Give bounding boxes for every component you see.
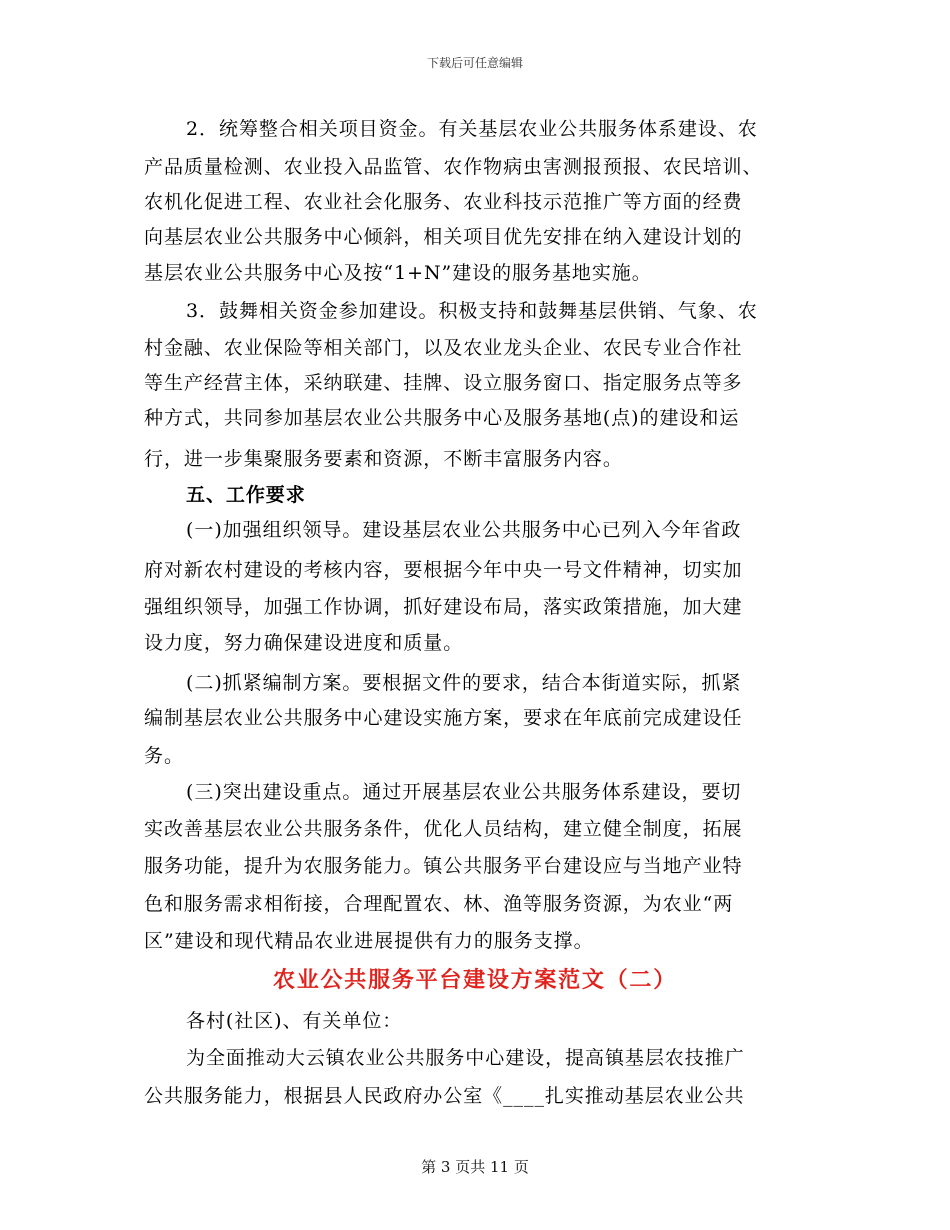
paragraph-line: 强组织领导，加强工作协调，抓好建设布局，落实政策措施，加大建 <box>144 596 743 618</box>
paragraph-line: 2．统筹整合相关项目资金。有关基层农业公共服务体系建设、农 <box>186 118 758 140</box>
paragraph-line: 基层农业公共服务中心及按“1+N”建设的服务基地实施。 <box>144 262 652 284</box>
paragraph-line: (三)突出建设重点。通过开展基层农业公共服务体系建设，要切 <box>186 781 742 803</box>
paragraph-line: 行，进一步集聚服务要素和资源，不断丰富服务内容。 <box>144 448 623 470</box>
paragraph-line: 产品质量检测、农业投入品监管、农作物病虫害测报预报、农民培训、 <box>144 156 763 178</box>
page-number: 第 3 页共 11 页 <box>421 1158 529 1176</box>
paragraph-line: 种方式，共同参加基层农业公共服务中心及服务基地(点)的建设和运 <box>144 407 740 429</box>
section-heading: 五、工作要求 <box>186 484 306 506</box>
paragraph-line: 农机化促进工程、农业社会化服务、农业科技示范推广等方面的经费 <box>144 191 743 213</box>
page-header-note: 下载后可任意编辑 <box>426 56 523 70</box>
section-title: 农业公共服务平台建设方案范文（二） <box>273 968 677 993</box>
paragraph-line: (二)抓紧编制方案。要根据文件的要求，结合本街道实际，抓紧 <box>186 672 742 694</box>
paragraph-line: 公共服务能力，根据县人民政府办公室《____扎实推动基层农业公共 <box>144 1085 745 1107</box>
paragraph-line: 色和服务需求相衔接，合理配置农、林、渔等服务资源，为农业“两 <box>144 893 734 915</box>
paragraph-line: 等生产经营主体，采纳联建、挂牌、设立服务窗口、指定服务点等多 <box>144 372 743 394</box>
paragraph-line: 为全面推动大云镇农业公共服务中心建设，提高镇基层农技推广 <box>186 1047 745 1069</box>
paragraph-line: 务。 <box>144 745 184 767</box>
paragraph-line: 3．鼓舞相关资金参加建设。积极支持和鼓舞基层供销、气象、农 <box>186 300 758 322</box>
salutation-line: 各村(社区)、有关单位： <box>186 1010 403 1032</box>
paragraph-line: 编制基层农业公共服务中心建设实施方案，要求在年底前完成建设任 <box>144 707 743 729</box>
paragraph-line: 实改善基层农业公共服务条件，优化人员结构，建立健全制度，拓展 <box>144 818 743 840</box>
paragraph-line: 村金融、农业保险等相关部门，以及农业龙头企业、农民专业合作社 <box>144 337 743 359</box>
paragraph-line: 府对新农村建设的考核内容，要根据今年中央一号文件精神，切实加 <box>144 559 743 581</box>
paragraph-line: 设力度，努力确保建设进度和质量。 <box>144 632 464 654</box>
paragraph-line: 区”建设和现代精品农业进展提供有力的服务支撑。 <box>144 930 594 952</box>
paragraph-line: 向基层农业公共服务中心倾斜，相关项目优先安排在纳入建设计划的 <box>144 226 743 248</box>
paragraph-line: 服务功能，提升为农服务能力。镇公共服务平台建设应与当地产业特 <box>144 855 743 877</box>
paragraph-line: (一)加强组织领导。建设基层农业公共服务中心已列入今年省政 <box>186 519 742 541</box>
